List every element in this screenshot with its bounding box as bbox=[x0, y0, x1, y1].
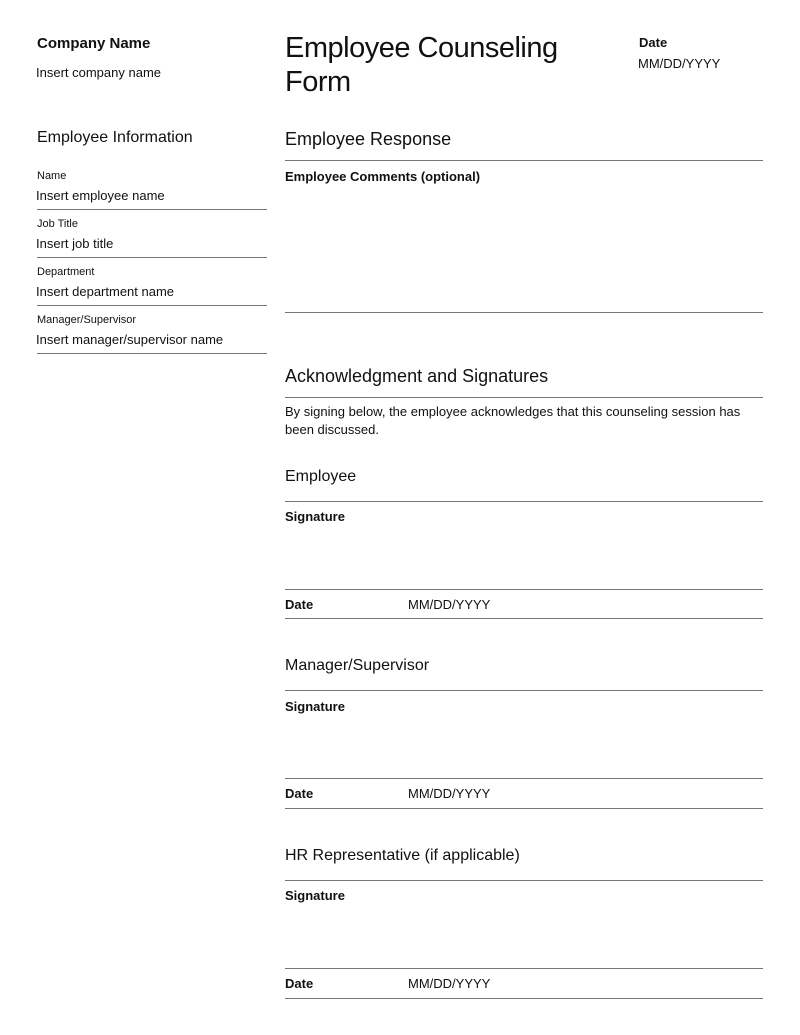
employee-signature-field[interactable] bbox=[285, 526, 763, 586]
divider bbox=[285, 589, 763, 590]
manager-field[interactable]: Insert manager/supervisor name bbox=[36, 332, 224, 347]
divider bbox=[285, 778, 763, 779]
divider bbox=[37, 257, 267, 258]
date-field[interactable]: MM/DD/YYYY bbox=[638, 56, 721, 71]
manager-date-label: Date bbox=[285, 786, 314, 801]
divider bbox=[285, 690, 763, 691]
manager-signature-field[interactable] bbox=[285, 716, 763, 776]
employee-response-heading: Employee Response bbox=[285, 129, 452, 149]
hr-signature-label: Signature bbox=[285, 888, 345, 903]
employee-date-label: Date bbox=[285, 597, 314, 612]
divider bbox=[285, 501, 763, 502]
employee-signature-label: Signature bbox=[285, 509, 345, 524]
divider bbox=[285, 160, 763, 161]
date-label: Date bbox=[639, 35, 668, 50]
department-label: Department bbox=[37, 266, 95, 278]
divider bbox=[37, 209, 267, 210]
name-field[interactable]: Insert employee name bbox=[36, 188, 165, 203]
employee-role-heading: Employee bbox=[285, 468, 357, 485]
divider bbox=[285, 312, 763, 313]
manager-label: Manager/Supervisor bbox=[37, 314, 137, 326]
department-field[interactable]: Insert department name bbox=[36, 284, 175, 299]
form-title: Employee Counseling Form bbox=[285, 32, 558, 98]
company-name-label: Company Name bbox=[37, 35, 151, 52]
divider bbox=[285, 397, 763, 398]
job-title-field[interactable]: Insert job title bbox=[36, 236, 114, 251]
divider bbox=[37, 305, 267, 306]
hr-date-field[interactable]: MM/DD/YYYY bbox=[408, 976, 491, 991]
manager-role-heading: Manager/Supervisor bbox=[285, 657, 430, 674]
divider bbox=[37, 353, 267, 354]
hr-signature-field[interactable] bbox=[285, 905, 763, 965]
manager-date-field[interactable]: MM/DD/YYYY bbox=[408, 786, 491, 801]
divider bbox=[285, 880, 763, 881]
divider bbox=[285, 808, 763, 809]
employee-info-heading: Employee Information bbox=[37, 129, 193, 146]
hr-role-heading: HR Representative (if applicable) bbox=[285, 847, 520, 864]
ack-text: By signing below, the employee acknowledges that this counseling session has been discussed. bbox=[285, 404, 741, 437]
employee-date-field[interactable]: MM/DD/YYYY bbox=[408, 597, 491, 612]
company-name-field[interactable]: Insert company name bbox=[36, 65, 162, 80]
manager-signature-label: Signature bbox=[285, 699, 345, 714]
name-label: Name bbox=[37, 170, 67, 182]
hr-date-label: Date bbox=[285, 976, 314, 991]
ack-heading: Acknowledgment and Signatures bbox=[285, 366, 549, 386]
divider bbox=[285, 998, 763, 999]
job-title-label: Job Title bbox=[37, 218, 78, 230]
divider bbox=[285, 618, 763, 619]
comments-label: Employee Comments (optional) bbox=[285, 169, 481, 184]
comments-field[interactable] bbox=[285, 190, 763, 308]
divider bbox=[285, 968, 763, 969]
